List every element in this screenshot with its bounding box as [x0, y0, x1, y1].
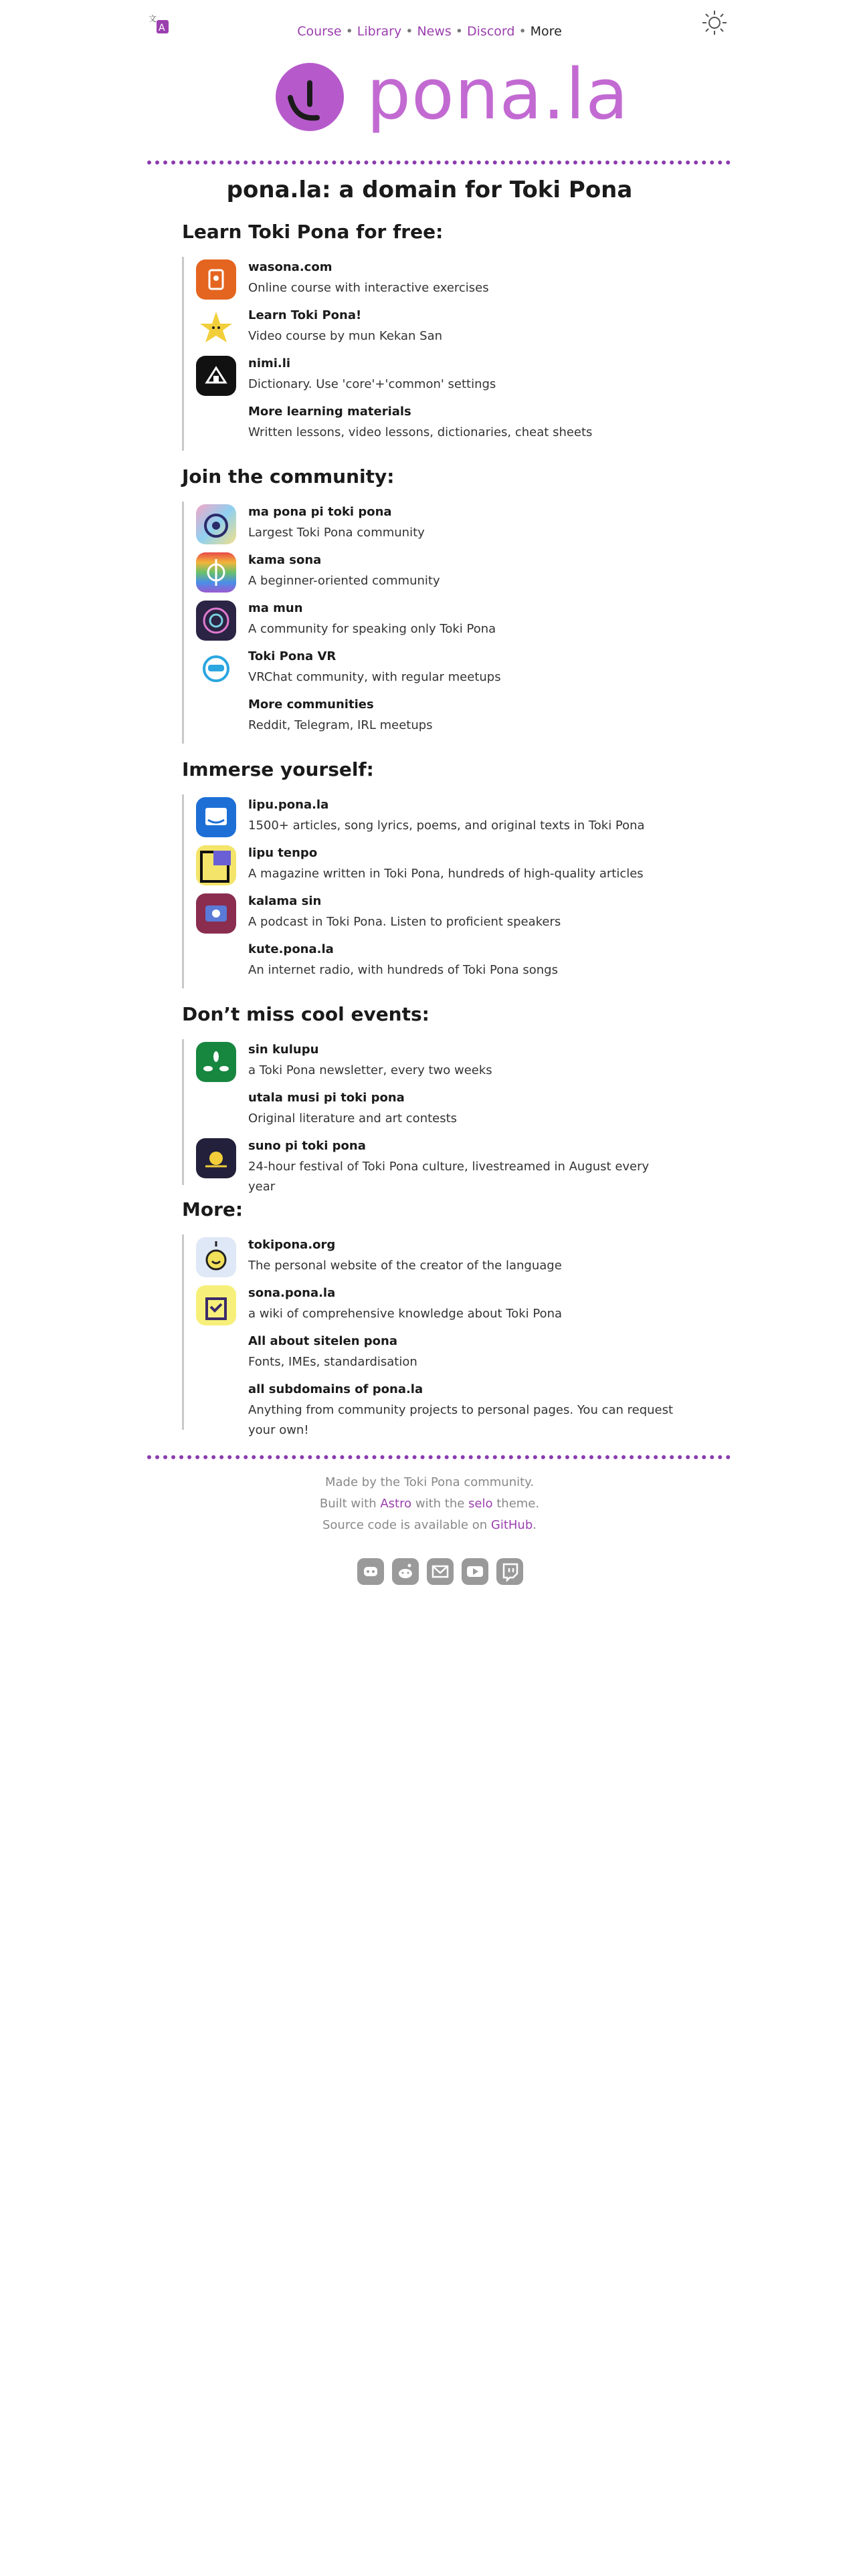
item-desc: a wiki of comprehensive knowledge about Toki Pona: [248, 1307, 563, 1321]
svg-text:A: A: [159, 23, 165, 33]
section-more: [182, 1235, 674, 1437]
footer-built-with: [0, 1497, 859, 1511]
list-item[interactable]: [248, 942, 676, 980]
logo-mark-icon: [276, 63, 344, 131]
item-desc: Video course by mun Kekan San: [248, 329, 443, 343]
item-desc: Online course with interactive exercises: [248, 281, 489, 295]
item-name[interactable]: kama sona: [248, 553, 322, 567]
section-heading-community: Join the community:: [182, 465, 395, 488]
item-name[interactable]: utala musi pi toki pona: [248, 1091, 405, 1105]
list-item[interactable]: [248, 356, 676, 395]
nav-separator: •: [345, 24, 353, 39]
nav-separator: •: [405, 24, 413, 39]
item-name[interactable]: all subdomains of pona.la: [248, 1382, 423, 1396]
nimi-li-icon: [196, 356, 236, 396]
section-heading-events: Don’t miss cool events:: [182, 1003, 430, 1025]
kalama-sin-icon: [196, 893, 236, 934]
item-desc: A podcast in Toki Pona. Listen to proficient speakers: [248, 915, 561, 929]
list-item[interactable]: [248, 259, 676, 298]
item-name[interactable]: sin kulupu: [248, 1043, 319, 1057]
footer-text: with the: [411, 1497, 469, 1511]
list-item[interactable]: [248, 601, 676, 639]
wasona-icon: [196, 259, 236, 300]
social-links: [357, 1558, 504, 1588]
kekan-san-icon: [196, 308, 236, 348]
list-item[interactable]: [248, 649, 676, 687]
item-desc: An internet radio, with hundreds of Toki Pona songs: [248, 963, 558, 977]
item-name[interactable]: More learning materials: [248, 405, 411, 419]
footer-text: theme.: [492, 1497, 540, 1511]
item-desc: 1500+ articles, song lyrics, poems, and original texts in Toki Pona: [248, 819, 645, 833]
list-item[interactable]: [248, 504, 676, 543]
item-desc: Original literature and art contests: [248, 1111, 458, 1125]
item-name[interactable]: kalama sin: [248, 894, 322, 908]
list-item[interactable]: [248, 1285, 676, 1324]
list-item[interactable]: [248, 1138, 676, 1197]
item-name[interactable]: Learn Toki Pona!: [248, 308, 362, 322]
discord-icon[interactable]: [357, 1558, 384, 1585]
item-desc: A magazine written in Toki Pona, hundreds of high-quality articles: [248, 867, 644, 881]
item-name[interactable]: lipu tenpo: [248, 846, 318, 860]
list-item[interactable]: [248, 893, 676, 932]
item-name[interactable]: All about sitelen pona: [248, 1334, 397, 1348]
nav-discord[interactable]: Discord: [467, 24, 515, 39]
item-name[interactable]: sona.pona.la: [248, 1286, 336, 1300]
list-item[interactable]: [248, 552, 676, 591]
item-desc: Largest Toki Pona community: [248, 526, 425, 540]
twitch-icon[interactable]: [496, 1558, 523, 1585]
item-name[interactable]: ma pona pi toki pona: [248, 505, 392, 519]
top-bar: [0, 0, 859, 60]
section-immerse: [182, 794, 645, 988]
nav-library[interactable]: Library: [357, 24, 402, 39]
lipu-tenpo-icon: [196, 845, 236, 885]
list-item[interactable]: [248, 697, 676, 736]
site-logo[interactable]: [276, 53, 629, 139]
suno-icon: [196, 1138, 236, 1178]
item-name[interactable]: ma mun: [248, 601, 303, 615]
github-link[interactable]: GitHub: [490, 1518, 533, 1532]
mail-icon[interactable]: [427, 1558, 454, 1585]
kama-sona-icon: [196, 552, 236, 593]
list-item[interactable]: [248, 308, 676, 346]
lipu-icon: [196, 797, 236, 837]
item-desc: Anything from community projects to personal pages. You can request your own!: [248, 1403, 674, 1437]
item-name[interactable]: Toki Pona VR: [248, 649, 337, 663]
section-learn: [182, 257, 593, 451]
list-item[interactable]: [248, 1042, 676, 1081]
nav-separator: •: [518, 24, 527, 39]
sona-icon: [196, 1285, 236, 1325]
footer-credit: Made by the Toki Pona community.: [325, 1475, 534, 1489]
item-name[interactable]: lipu.pona.la: [248, 798, 329, 812]
dotted-divider: [147, 1455, 731, 1459]
section-community: [182, 502, 501, 744]
logo-text: pona.la: [367, 53, 629, 135]
selo-link[interactable]: selo: [468, 1497, 493, 1511]
footer-text: Built with: [319, 1497, 381, 1511]
sun-icon[interactable]: [701, 9, 728, 36]
nav-course[interactable]: Course: [297, 24, 342, 39]
list-item[interactable]: [248, 845, 676, 884]
item-desc: Dictionary. Use 'core'+'common' settings: [248, 377, 496, 391]
sin-kulupu-icon: [196, 1042, 236, 1082]
item-name[interactable]: wasona.com: [248, 260, 332, 274]
item-desc: A community for speaking only Toki Pona: [248, 622, 496, 636]
item-name[interactable]: tokipona.org: [248, 1238, 336, 1252]
youtube-icon[interactable]: [462, 1558, 488, 1585]
item-name[interactable]: More communities: [248, 697, 374, 712]
list-item[interactable]: [248, 1237, 676, 1276]
item-name[interactable]: nimi.li: [248, 356, 291, 370]
astro-link[interactable]: Astro: [380, 1497, 412, 1511]
svg-text:文: 文: [149, 14, 157, 23]
tokipona-org-icon: [196, 1237, 236, 1277]
item-desc: a Toki Pona newsletter, every two weeks: [248, 1063, 492, 1077]
page-title: pona.la: a domain for Toki Pona: [226, 177, 633, 203]
item-desc: The personal website of the creator of the language: [248, 1259, 562, 1273]
list-item[interactable]: [248, 797, 676, 836]
section-heading-learn: Learn Toki Pona for free:: [182, 221, 444, 243]
footer-text: Source code is available on: [322, 1518, 491, 1532]
item-desc: A beginner-oriented community: [248, 574, 440, 588]
item-desc: Written lessons, video lessons, dictionaries, cheat sheets: [248, 425, 593, 439]
item-desc: 24-hour festival of Toki Pona culture, livestreamed in August every year: [248, 1160, 650, 1194]
item-name[interactable]: suno pi toki pona: [248, 1139, 366, 1153]
footer-source: [0, 1518, 859, 1532]
list-item[interactable]: [248, 1333, 676, 1372]
item-desc: Fonts, IMEs, standardisation: [248, 1355, 417, 1369]
vr-icon: [196, 649, 236, 689]
nav-news[interactable]: News: [417, 24, 452, 39]
section-heading-more: More:: [182, 1198, 244, 1220]
item-desc: VRChat community, with regular meetups: [248, 670, 501, 684]
reddit-icon[interactable]: [392, 1558, 419, 1585]
dotted-divider: [147, 160, 731, 165]
item-desc: Reddit, Telegram, IRL meetups: [248, 718, 433, 732]
ma-mun-icon: [196, 601, 236, 641]
list-item[interactable]: [248, 1090, 676, 1129]
item-name[interactable]: kute.pona.la: [248, 942, 334, 956]
section-heading-immerse: Immerse yourself:: [182, 758, 374, 780]
list-item[interactable]: [248, 404, 676, 443]
nav-separator: •: [455, 24, 464, 39]
ma-pona-icon: [196, 504, 236, 544]
footer-text: .: [533, 1518, 537, 1532]
list-item[interactable]: [248, 1382, 676, 1440]
main-nav: [0, 24, 859, 39]
section-events: [182, 1039, 650, 1194]
nav-more-current: More: [530, 24, 562, 39]
